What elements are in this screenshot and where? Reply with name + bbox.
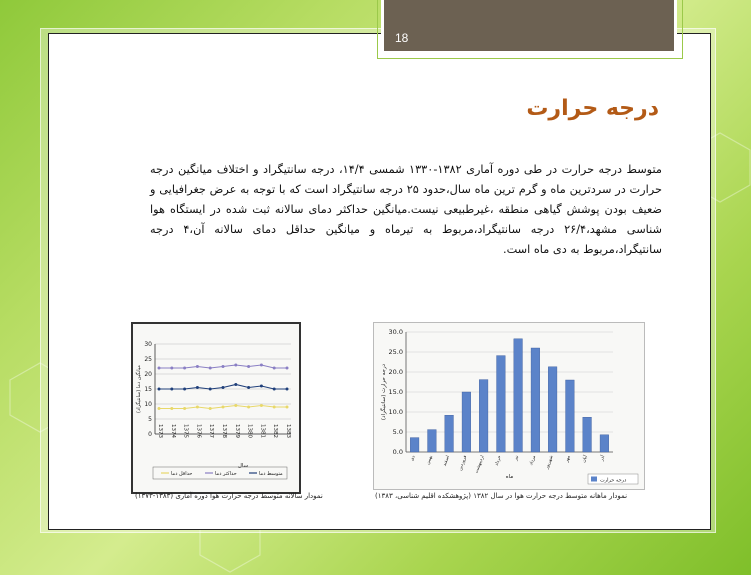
- line-chart-y-tick: 15: [144, 386, 152, 393]
- line-chart-point: [234, 383, 237, 386]
- bar-chart-x-tick: شهریور: [544, 454, 555, 470]
- line-chart-point: [273, 367, 276, 370]
- bar-chart-y-tick: 30.0: [388, 328, 403, 336]
- line-chart-x-tick: 1383: [285, 424, 291, 438]
- line-chart-point: [286, 388, 289, 391]
- bar-chart-x-tick: اردیبهشت: [474, 454, 486, 475]
- line-chart-legend-label: متوسط دما: [259, 471, 283, 477]
- line-chart-point: [170, 407, 173, 410]
- line-chart-x-tick: 1380: [246, 424, 253, 438]
- bar-chart-x-label: ماه: [505, 474, 514, 480]
- line-chart-y-tick: 0: [148, 431, 152, 438]
- slide-title: درجه حرارت: [526, 96, 659, 121]
- line-chart-point: [260, 385, 263, 388]
- line-chart-legend-label: حداقل دما: [171, 471, 193, 477]
- bar-chart-legend-swatch: [591, 477, 597, 482]
- line-chart-y-tick: 20: [144, 371, 152, 378]
- annual-temperature-line-chart: [133, 324, 297, 490]
- bar-chart-bar: [445, 415, 454, 452]
- monthly-chart-caption: نمودار ماهانه متوسط درجه حرارت هوا در سال ۱۳۸۲ (پژوهشکده اقلیم شناسی، ۱۳۸۳): [375, 492, 628, 500]
- line-chart-point: [158, 407, 161, 410]
- line-chart-point: [183, 407, 186, 410]
- line-chart-point: [196, 386, 199, 389]
- line-chart-point: [234, 404, 237, 407]
- line-chart-point: [222, 386, 225, 389]
- line-chart-y-tick: 10: [144, 401, 152, 408]
- line-chart-x-tick: 1374: [169, 424, 176, 438]
- line-chart-point: [222, 365, 225, 368]
- line-chart-point: [209, 367, 212, 370]
- line-chart-x-tick: 1379: [233, 424, 240, 438]
- bar-chart-x-tick: مهر: [564, 454, 572, 464]
- line-chart-point: [234, 364, 237, 367]
- line-chart-point: [273, 388, 276, 391]
- line-chart-point: [209, 388, 212, 391]
- line-chart-point: [209, 407, 212, 410]
- line-chart-legend-label: حداکثر دما: [215, 471, 237, 477]
- bar-chart-bar: [479, 380, 488, 452]
- bar-chart-y-label: درجه حرارت (سانتیگراد): [381, 363, 387, 421]
- line-chart-x-tick: 1378: [221, 424, 227, 438]
- bar-chart-bar: [566, 380, 575, 452]
- bar-chart-x-tick: آبان: [581, 454, 590, 464]
- line-chart-y-tick: 5: [148, 416, 152, 423]
- bar-chart-bar: [531, 348, 540, 452]
- bar-chart-y-tick: 20.0: [388, 368, 403, 376]
- line-chart-x-tick: 1376: [195, 424, 202, 438]
- line-chart-point: [196, 406, 199, 409]
- bar-chart-x-tick: مرداد: [529, 454, 538, 467]
- bar-chart-y-tick: 5.0: [392, 428, 403, 436]
- bar-chart-y-tick: 10.0: [388, 408, 403, 416]
- line-chart-point: [158, 388, 161, 391]
- line-chart-point: [170, 367, 173, 370]
- bar-chart-bar: [600, 435, 609, 452]
- line-chart-point: [260, 364, 263, 367]
- slide-body-text: متوسط درجه حرارت در طی دوره آماری ۱۳۸۲-۱۳۳۰ شمسی ۱۴/۴، درجه سانتیگراد و اختلاف میانگین درجه حرارت در سردترین ماه و گرم ترین ماه سال،حدود ۲۵ درجه سانتیگراد است که با توجه به عرض جغرافیایی و ضعیف بودن پوشش گیاهی منطقه ،غیرطبیعی نیست.میانگین حداکثر دمای سالانه ثبت شده در ایستگاه هوا شناسی مشهد،۲۶/۴ درجه سانتیگراد،مربوط به تیرماه و میانگین حداقل دمای سالانه آن،۴ درجه سانتیگراد،مربوط به دی ماه است.: [150, 163, 662, 256]
- line-chart-point: [183, 367, 186, 370]
- bar-chart-x-tick: آذر: [599, 454, 607, 462]
- bar-chart-y-tick: 15.0: [388, 388, 403, 396]
- bar-chart-bar: [410, 438, 419, 452]
- line-chart-x-label: سال: [237, 463, 249, 469]
- line-chart-x-tick: 1377: [208, 424, 215, 438]
- line-chart-point: [247, 365, 250, 368]
- line-chart-x-tick: 1382: [272, 424, 279, 438]
- line-chart-x-tick: 1381: [259, 424, 266, 438]
- bar-chart-bar: [514, 339, 523, 452]
- bar-chart-legend-label: درجه حرارت: [600, 477, 627, 484]
- bar-chart-x-tick: تیر: [513, 454, 521, 462]
- bar-chart-bar: [548, 367, 557, 452]
- line-chart-point: [247, 386, 250, 389]
- bar-chart-bar: [428, 430, 437, 452]
- annual-chart-caption: نمودار سالانه متوسط درجه حرارت هوا دوره آماری (۱۳۸۳-۱۳۷۳): [135, 492, 323, 500]
- bar-chart-x-tick: خرداد: [494, 454, 503, 467]
- bar-chart-bar: [497, 356, 506, 452]
- bar-chart-x-tick: دی: [409, 454, 417, 462]
- line-chart-point: [286, 406, 289, 409]
- bar-chart-bar: [583, 417, 592, 452]
- line-chart-point: [196, 365, 199, 368]
- line-chart-point: [158, 367, 161, 370]
- line-chart-point: [286, 367, 289, 370]
- page-number-box: [381, 0, 677, 54]
- line-chart-y-tick: 25: [144, 356, 152, 363]
- line-chart-point: [170, 388, 173, 391]
- bar-chart-y-tick: 0.0: [392, 448, 403, 456]
- line-chart-point: [183, 388, 186, 391]
- line-chart-x-tick: 1373: [157, 424, 163, 438]
- line-chart-point: [260, 404, 263, 407]
- bar-chart-x-tick: فروردین: [458, 454, 469, 472]
- line-chart-point: [222, 406, 225, 409]
- bar-chart-x-tick: اسفند: [442, 454, 452, 468]
- line-chart-y-label: میانگین دما (سانتیگراد): [136, 365, 142, 413]
- bar-chart-y-tick: 25.0: [388, 348, 403, 356]
- line-chart-point: [247, 406, 250, 409]
- line-chart-point: [273, 406, 276, 409]
- page-number: 18: [395, 31, 409, 45]
- line-chart-x-tick: 1375: [182, 424, 189, 438]
- bar-chart-x-tick: بهمن: [425, 454, 434, 466]
- line-chart-y-tick: 30: [144, 341, 152, 348]
- monthly-temperature-bar-chart: [373, 322, 643, 488]
- bar-chart-bar: [462, 392, 471, 452]
